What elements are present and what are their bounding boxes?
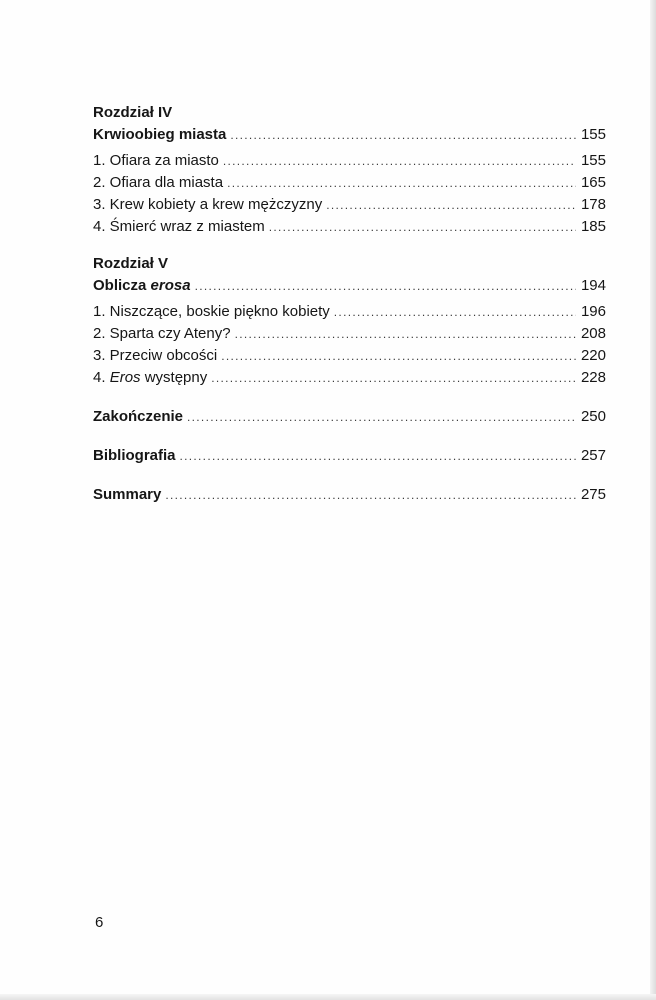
chapter-4-heading: Rozdział IV: [93, 104, 173, 121]
chapter-4-title-row: [93, 124, 606, 146]
toc-entry-label: [93, 367, 207, 389]
chapter-5-title-page: 194: [580, 277, 606, 294]
chapter-5-title-italic: erosa: [150, 277, 191, 294]
page-edge-shadow: [650, 0, 656, 1000]
toc-entry-label: 2. Sparta czy Ateny?: [93, 325, 231, 342]
dot-leader: [187, 406, 576, 428]
toc-entry: [93, 150, 606, 172]
dot-leader: [235, 323, 576, 345]
toc-entry-page: 208: [580, 325, 606, 342]
dot-leader: [195, 275, 576, 297]
toc-summary-page: 275: [580, 486, 606, 503]
toc-bibliography-page: 257: [580, 447, 606, 464]
toc-entry: [93, 216, 606, 238]
dot-leader: [221, 345, 576, 367]
dot-leader: [223, 150, 576, 172]
dot-leader: [227, 172, 576, 194]
toc-entry-suffix: występny: [140, 369, 208, 386]
toc-summary-label: Summary: [93, 486, 162, 503]
toc-entry: [93, 194, 606, 216]
dot-leader: [269, 216, 576, 238]
chapter-5-title-row: [93, 275, 606, 297]
page-number: 6: [95, 914, 104, 931]
toc-entry-page: 228: [580, 369, 606, 386]
toc-entry-page: 185: [580, 218, 606, 235]
page-bottom-shadow: [0, 994, 656, 1000]
toc-summary-row: [93, 484, 606, 506]
toc-conclusion-label: Zakończenie: [93, 408, 184, 425]
chapter-4-title-page: 155: [580, 126, 606, 143]
toc-entry-label: 4. Śmierć wraz z miastem: [93, 218, 265, 235]
chapter-5-title-prefix: Oblicza: [93, 277, 151, 294]
toc-entry-label: 3. Przeciw obcości: [93, 347, 218, 364]
toc-entry: [93, 345, 606, 367]
toc-entry-page: 165: [580, 174, 606, 191]
toc-entry-page: 196: [580, 303, 606, 320]
toc-entry: [93, 323, 606, 345]
toc-entry-label: 1. Niszczące, boskie piękno kobiety: [93, 303, 330, 320]
dot-leader: [326, 194, 576, 216]
toc-bibliography-row: [93, 445, 606, 467]
dot-leader: [180, 445, 576, 467]
dot-leader: [230, 124, 576, 146]
toc-conclusion-row: [93, 406, 606, 428]
chapter-5-heading: Rozdział V: [93, 255, 169, 272]
toc-conclusion-page: 250: [580, 408, 606, 425]
toc-entry: [93, 301, 606, 323]
dot-leader: [211, 367, 576, 389]
toc-entry-label: 3. Krew kobiety a krew mężczyzny: [93, 196, 323, 213]
toc-entry-label: 2. Ofiara dla miasta: [93, 174, 224, 191]
dot-leader: [334, 301, 576, 323]
toc-entry: [93, 172, 606, 194]
toc-entry-italic: Eros: [109, 369, 141, 386]
toc-entry: [93, 367, 606, 389]
table-of-contents: [93, 102, 606, 506]
toc-bibliography-label: Bibliografia: [93, 447, 176, 464]
toc-entry-prefix: 4.: [93, 369, 110, 386]
toc-entry-page: 220: [580, 347, 606, 364]
chapter-4-title: Krwioobieg miasta: [93, 126, 227, 143]
chapter-5-title: [93, 275, 191, 297]
toc-entry-page: 155: [580, 152, 606, 169]
toc-entry-page: 178: [580, 196, 606, 213]
toc-entry-label: 1. Ofiara za miasto: [93, 152, 219, 169]
dot-leader: [165, 484, 576, 506]
